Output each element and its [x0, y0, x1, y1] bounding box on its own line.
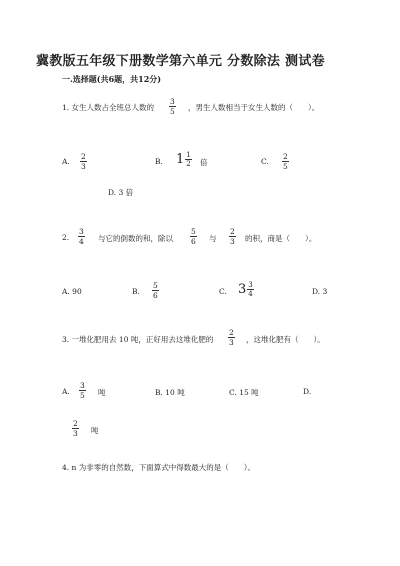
- fraction-denominator: 4: [248, 290, 253, 298]
- question-1-suffix: ，男生人数相当于女生人数的（ ）。: [188, 103, 320, 112]
- option-c-label[interactable]: C.: [261, 157, 269, 166]
- fraction-denominator: 5: [283, 162, 288, 171]
- question-2-text-1: 与它的倒数的和，除以: [98, 234, 173, 243]
- fraction-numerator: 5: [153, 281, 158, 290]
- fraction-denominator: 4: [79, 237, 84, 246]
- option-b[interactable]: B. 10 吨: [155, 388, 185, 397]
- option-a-fraction: [79, 381, 86, 400]
- option-a-fraction: [80, 152, 87, 171]
- question-3-prefix: 3. 一堆化肥用去 10 吨，正好用去这堆化肥的: [62, 335, 214, 344]
- question-2-prefix: 2.: [62, 233, 70, 242]
- option-d-unit: 吨: [91, 426, 99, 435]
- fraction-numerator: 2: [81, 152, 86, 161]
- option-b-mixed-number: [176, 151, 192, 168]
- fraction-denominator: 5: [170, 107, 175, 116]
- option-c[interactable]: C. 15 吨: [229, 388, 259, 397]
- mixed-whole: 1: [176, 152, 185, 167]
- fraction-numerator: 3: [248, 281, 253, 289]
- option-d[interactable]: D. 3: [312, 287, 328, 296]
- fraction-numerator: 2: [230, 227, 235, 236]
- fraction-denominator: 3: [81, 162, 86, 171]
- question-2-fraction-2: [190, 227, 197, 246]
- option-d[interactable]: D. 3 倍: [108, 188, 134, 197]
- section-heading: 一.选择题(共6题，共12分): [62, 74, 162, 84]
- fraction-numerator: 3: [80, 381, 85, 390]
- question-3-suffix: ，这堆化肥有（ ）。: [246, 335, 325, 344]
- option-d-fraction: [72, 419, 79, 438]
- option-c-label[interactable]: C.: [219, 287, 227, 296]
- fraction-numerator: 5: [191, 227, 196, 236]
- question-3-fraction: [228, 328, 235, 347]
- fraction-denominator: 6: [153, 291, 158, 300]
- option-b-unit: 倍: [200, 158, 208, 167]
- question-2-fraction-1: [78, 227, 85, 246]
- option-d-label[interactable]: D.: [303, 387, 312, 396]
- fraction-denominator: 3: [73, 429, 78, 438]
- option-c-fraction: [282, 152, 289, 171]
- option-b-label[interactable]: B.: [155, 157, 163, 166]
- fraction-denominator: 3: [229, 338, 234, 347]
- fraction-numerator: 3: [170, 97, 175, 106]
- option-c-mixed-number: [238, 281, 254, 298]
- question-1-fraction: [169, 97, 176, 116]
- fraction-numerator: 2: [283, 152, 288, 161]
- question-2-fraction-3: [229, 227, 236, 246]
- question-2-text-2: 与: [209, 234, 217, 243]
- fraction-numerator: 3: [79, 227, 84, 236]
- option-a-label[interactable]: A.: [62, 387, 70, 396]
- fraction-denominator: 3: [230, 237, 235, 246]
- fraction-denominator: 5: [80, 391, 85, 400]
- option-a[interactable]: A. 90: [62, 287, 82, 296]
- fraction-numerator: 1: [186, 151, 191, 159]
- fraction-denominator: 6: [191, 237, 196, 246]
- fraction-numerator: 2: [73, 419, 78, 428]
- option-b-label[interactable]: B.: [132, 287, 140, 296]
- question-2-text-3: 的积，商是（ ）。: [245, 234, 317, 243]
- question-1-prefix: 1. 女生人数占全班总人数的: [62, 103, 155, 112]
- option-b-fraction: [152, 281, 159, 300]
- question-4: 4. n 为非零的自然数，下面算式中得数最大的是（ ）。: [62, 463, 256, 472]
- fraction-denominator: 2: [186, 160, 191, 168]
- option-a-label[interactable]: A.: [62, 157, 70, 166]
- mixed-whole: 3: [238, 282, 247, 297]
- page-title: 冀教版五年级下册数学第六单元 分数除法 测试卷: [36, 54, 325, 69]
- fraction-numerator: 2: [229, 328, 234, 337]
- option-a-unit: 吨: [98, 388, 106, 397]
